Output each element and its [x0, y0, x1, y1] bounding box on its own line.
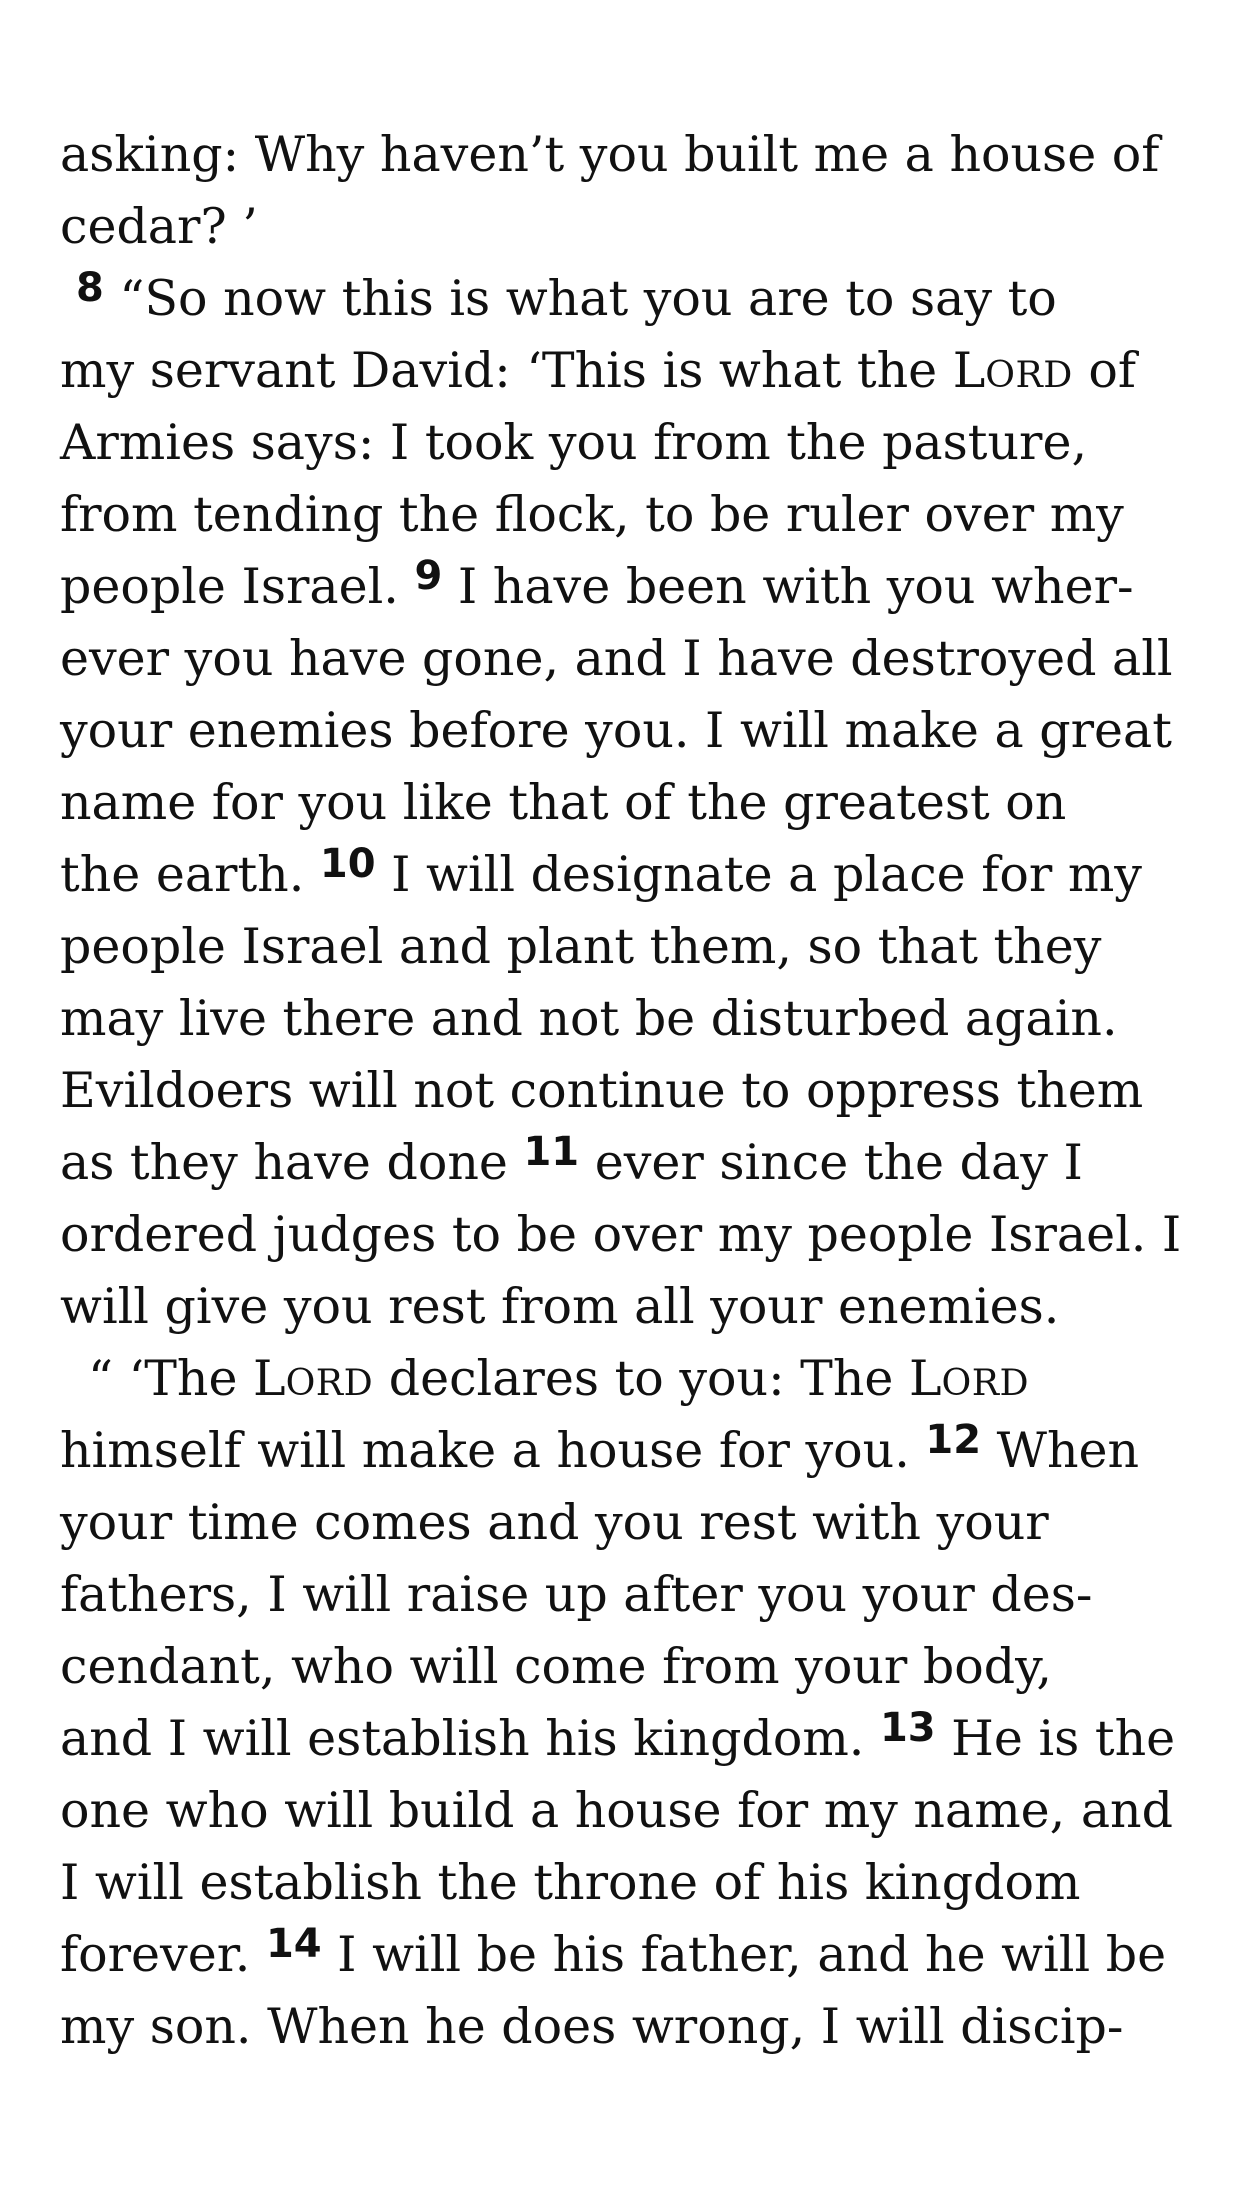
text-line: [60, 1487, 1200, 1559]
text-segment: cedar? ’: [60, 198, 258, 255]
text-line: [60, 695, 1200, 767]
text-line: [60, 1919, 1200, 1991]
text-segment: my son. When he does wrong, I will discip-: [60, 1998, 1124, 2055]
text-segment: will give you rest from all your enemies.: [60, 1278, 1060, 1335]
verse-number: 13: [879, 1705, 936, 1751]
text-segment: I have been with you wher-: [442, 558, 1134, 615]
text-line: [60, 551, 1200, 623]
text-segment: ever you have gone, and I have destroyed all: [60, 630, 1173, 687]
text-segment: Armies says: I took you from the pasture,: [60, 414, 1088, 471]
verse-number: 10: [319, 841, 376, 887]
text-line: [60, 1631, 1200, 1703]
text-segment: I will establish the throne of his kingdom: [60, 1854, 1081, 1911]
text-line: [60, 191, 1200, 263]
text-segment: He is the: [935, 1710, 1176, 1767]
text-segment: I will designate a place for my: [375, 846, 1142, 903]
text-segment: himself will make a house for you.: [60, 1422, 926, 1479]
text-segment: I will be his father, and he will be: [321, 1926, 1167, 1983]
lord-small-caps: ORD: [285, 1361, 374, 1404]
text-line: [60, 1271, 1200, 1343]
verse-number: 14: [265, 1921, 322, 1967]
verse-number: 12: [925, 1417, 982, 1463]
lord-small-caps: ORD: [985, 353, 1073, 396]
text-segment: the earth.: [60, 846, 320, 903]
text-line: [60, 1991, 1200, 2063]
text-segment: as they have done: [60, 1134, 524, 1191]
text-line: [60, 479, 1200, 551]
text-segment: of: [1072, 342, 1137, 399]
text-line: [60, 911, 1200, 983]
text-segment: “ ‘The: [88, 1350, 254, 1407]
text-segment: people Israel and plant them, so that they: [60, 918, 1102, 975]
text-line: [60, 1775, 1200, 1847]
text-line: [60, 623, 1200, 695]
text-segment: forever.: [60, 1926, 266, 1983]
text-line: [60, 1559, 1200, 1631]
text-line: [60, 335, 1200, 407]
text-segment: from tending the flock, to be ruler over my: [60, 486, 1124, 543]
text-segment: one who will build a house for my name, and: [60, 1782, 1173, 1839]
lord-capital: L: [952, 342, 986, 399]
verse-number: 9: [414, 553, 443, 599]
text-segment: ordered judges to be over my people Israel. I: [60, 1206, 1182, 1263]
text-segment: name for you like that of the greatest on: [60, 774, 1067, 831]
text-line: [60, 1127, 1200, 1199]
lord-capital: L: [908, 1350, 942, 1407]
text-line: [60, 1343, 1200, 1415]
text-line: [60, 983, 1200, 1055]
verse-number: 11: [523, 1129, 580, 1175]
text-line: [60, 1415, 1200, 1487]
text-segment: people Israel.: [60, 558, 415, 615]
lord-capital: L: [253, 1350, 286, 1407]
text-line: [60, 407, 1200, 479]
text-segment: and I will establish his kingdom.: [60, 1710, 880, 1767]
text-segment: cendant, who will come from your body,: [60, 1638, 1052, 1695]
text-line: [60, 767, 1200, 839]
text-segment: ever since the day I: [579, 1134, 1083, 1191]
text-segment: may live there and not be disturbed again.: [60, 990, 1118, 1047]
text-line: [60, 1055, 1200, 1127]
text-line: [60, 263, 1200, 335]
text-segment: asking: Why haven’t you built me a house of: [60, 126, 1160, 183]
text-segment: Evildoers will not continue to oppress them: [60, 1062, 1144, 1119]
verse-number: 8: [76, 265, 104, 311]
text-segment: declares to you: The: [373, 1350, 909, 1407]
text-segment: my servant David: ‘This is what the: [60, 342, 953, 399]
text-line: [60, 1199, 1200, 1271]
text-segment: “So now this is what you are to say to: [103, 270, 1057, 327]
text-segment: your enemies before you. I will make a great: [60, 702, 1172, 759]
lord-small-caps: ORD: [941, 1361, 1030, 1404]
text-segment: When: [981, 1422, 1140, 1479]
text-line: [60, 1847, 1200, 1919]
text-segment: fathers, I will raise up after you your des-: [60, 1566, 1093, 1623]
text-line: [60, 119, 1200, 191]
text-line: [60, 1703, 1200, 1775]
text-line: [60, 839, 1200, 911]
scripture-text: [60, 119, 1200, 2063]
text-segment: your time comes and you rest with your: [60, 1494, 1049, 1551]
